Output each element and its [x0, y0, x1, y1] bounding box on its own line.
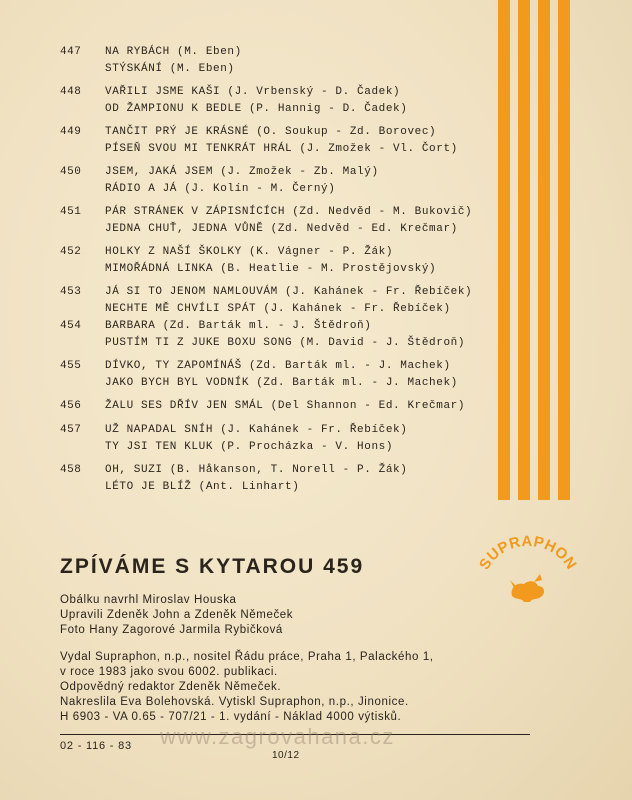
song-title-line: NECHTE MĚ CHVÍLI SPÁT (J. Kahánek - Fr. Řebíček) [105, 303, 451, 315]
song-number: 454 [60, 320, 82, 332]
songbook-title: ZPÍVÁME S KYTAROU 459 [60, 555, 365, 578]
song-entry [60, 360, 530, 400]
song-title-line: TY JSI TEN KLUK (P. Procházka - V. Hons) [105, 441, 394, 453]
song-entry [60, 286, 530, 320]
publisher-line: v roce 1983 jako svou 6002. publikaci. [60, 666, 278, 678]
colophon [60, 593, 580, 725]
credit-line: Obálku navrhl Miroslav Houska [60, 594, 237, 606]
song-title-line: DÍVKO, TY ZAPOMÍNÁŠ (Zd. Barták ml. - J. Machek) [105, 360, 451, 372]
song-entry [60, 166, 530, 206]
credit-line: Foto Hany Zagorové Jarmila Rybičková [60, 624, 283, 636]
song-title-line: JAKO BYCH BYL VODNÍK (Zd. Barták ml. - J. Machek) [105, 377, 458, 389]
song-number: 451 [60, 206, 82, 218]
song-title-line: OH, SUZI (B. Håkanson, T. Norell - P. Žák) [105, 464, 408, 476]
song-entry [60, 46, 530, 86]
song-title-line: LÉTO JE BLÍŽ (Ant. Linhart) [105, 481, 300, 493]
song-entry [60, 206, 530, 246]
credit-line: Upravili Zdeněk John a Zdeněk Němeček [60, 609, 294, 621]
song-number: 447 [60, 46, 82, 58]
song-entry [60, 126, 530, 166]
song-title-line: ŽALU SES DŘÍV JEN SMÁL (Del Shannon - Ed. Krečmar) [105, 400, 466, 412]
page-number: 10/12 [272, 750, 300, 761]
song-title-line: MIMOŘÁDNÁ LINKA (B. Heatlie - M. Prostějovský) [105, 263, 437, 275]
song-title-line: OD ŽAMPIONU K BEDLE (P. Hannig - D. Čadek) [105, 103, 408, 115]
song-title-line: UŽ NAPADAL SNÍH (J. Kahánek - Fr. Řebíček) [105, 424, 408, 436]
song-title-line: BARBARA (Zd. Barták ml. - J. Štědroň) [105, 320, 372, 332]
watermark: www.zagrovahana.cz [160, 724, 395, 749]
song-title-line: PUSTÍM TI Z JUKE BOXU SONG (M. David - J. Štědroň) [105, 337, 466, 349]
song-title-line: NA RYBÁCH (M. Eben) [105, 46, 242, 58]
publisher-line: H 6903 - VA 0.65 - 707/21 - 1. vydání - Náklad 4000 výtisků. [60, 711, 402, 723]
song-title-line: HOLKY Z NAŠÍ ŠKOLKY (K. Vágner - P. Žák) [105, 246, 394, 258]
song-number: 450 [60, 166, 82, 178]
song-number: 457 [60, 424, 82, 436]
publisher-line: Nakreslila Eva Bolehovská. Vytiskl Supraphon, n.p., Jinonice. [60, 696, 409, 708]
song-number: 453 [60, 286, 82, 298]
orange-stripe [558, 0, 570, 500]
publisher-line: Odpovědný redaktor Zdeněk Němeček. [60, 681, 282, 693]
song-title-line: STÝSKÁNÍ (M. Eben) [105, 63, 235, 75]
song-title-line: JSEM, JAKÁ JSEM (J. Zmožek - Zb. Malý) [105, 166, 379, 178]
song-title-line: PÁR STRÁNEK V ZÁPISNÍCÍCH (Zd. Nedvěd - M. Bukovič) [105, 206, 473, 218]
song-number: 448 [60, 86, 82, 98]
publisher-line: Vydal Supraphon, n.p., nositel Řádu práce, Praha 1, Palackého 1, [60, 651, 434, 663]
song-number: 452 [60, 246, 82, 258]
catalog-number: 02 - 116 - 83 [60, 740, 132, 752]
orange-stripe [538, 0, 550, 500]
song-title-line: RÁDIO A JÁ (J. Kolín - M. Černý) [105, 183, 336, 195]
song-number: 456 [60, 400, 82, 412]
song-number: 455 [60, 360, 82, 372]
song-title-line: JÁ SI TO JENOM NAMLOUVÁM (J. Kahánek - Fr. Řebíček) [105, 286, 473, 298]
song-title-line: JEDNA CHUŤ, JEDNA VŮNĚ (Zd. Nedvěd - Ed. Krečmar) [105, 223, 458, 235]
song-entry [60, 424, 530, 464]
song-title-line: TANČIT PRÝ JE KRÁSNÉ (O. Soukup - Zd. Borovec) [105, 126, 437, 138]
svg-text:SUPRAPHON: SUPRAPHON [475, 532, 580, 573]
song-entry [60, 464, 530, 504]
song-number: 449 [60, 126, 82, 138]
song-number: 458 [60, 464, 82, 476]
song-list [60, 46, 530, 504]
song-entry [60, 320, 530, 360]
song-entry [60, 86, 530, 126]
song-title-line: VAŘILI JSME KAŠI (J. Vrbenský - D. Čadek) [105, 86, 401, 98]
song-entry [60, 400, 530, 424]
song-title-line: PÍSEŇ SVOU MI TENKRÁT HRÁL (J. Zmožek - Vl. Čort) [105, 143, 458, 155]
song-entry [60, 246, 530, 286]
